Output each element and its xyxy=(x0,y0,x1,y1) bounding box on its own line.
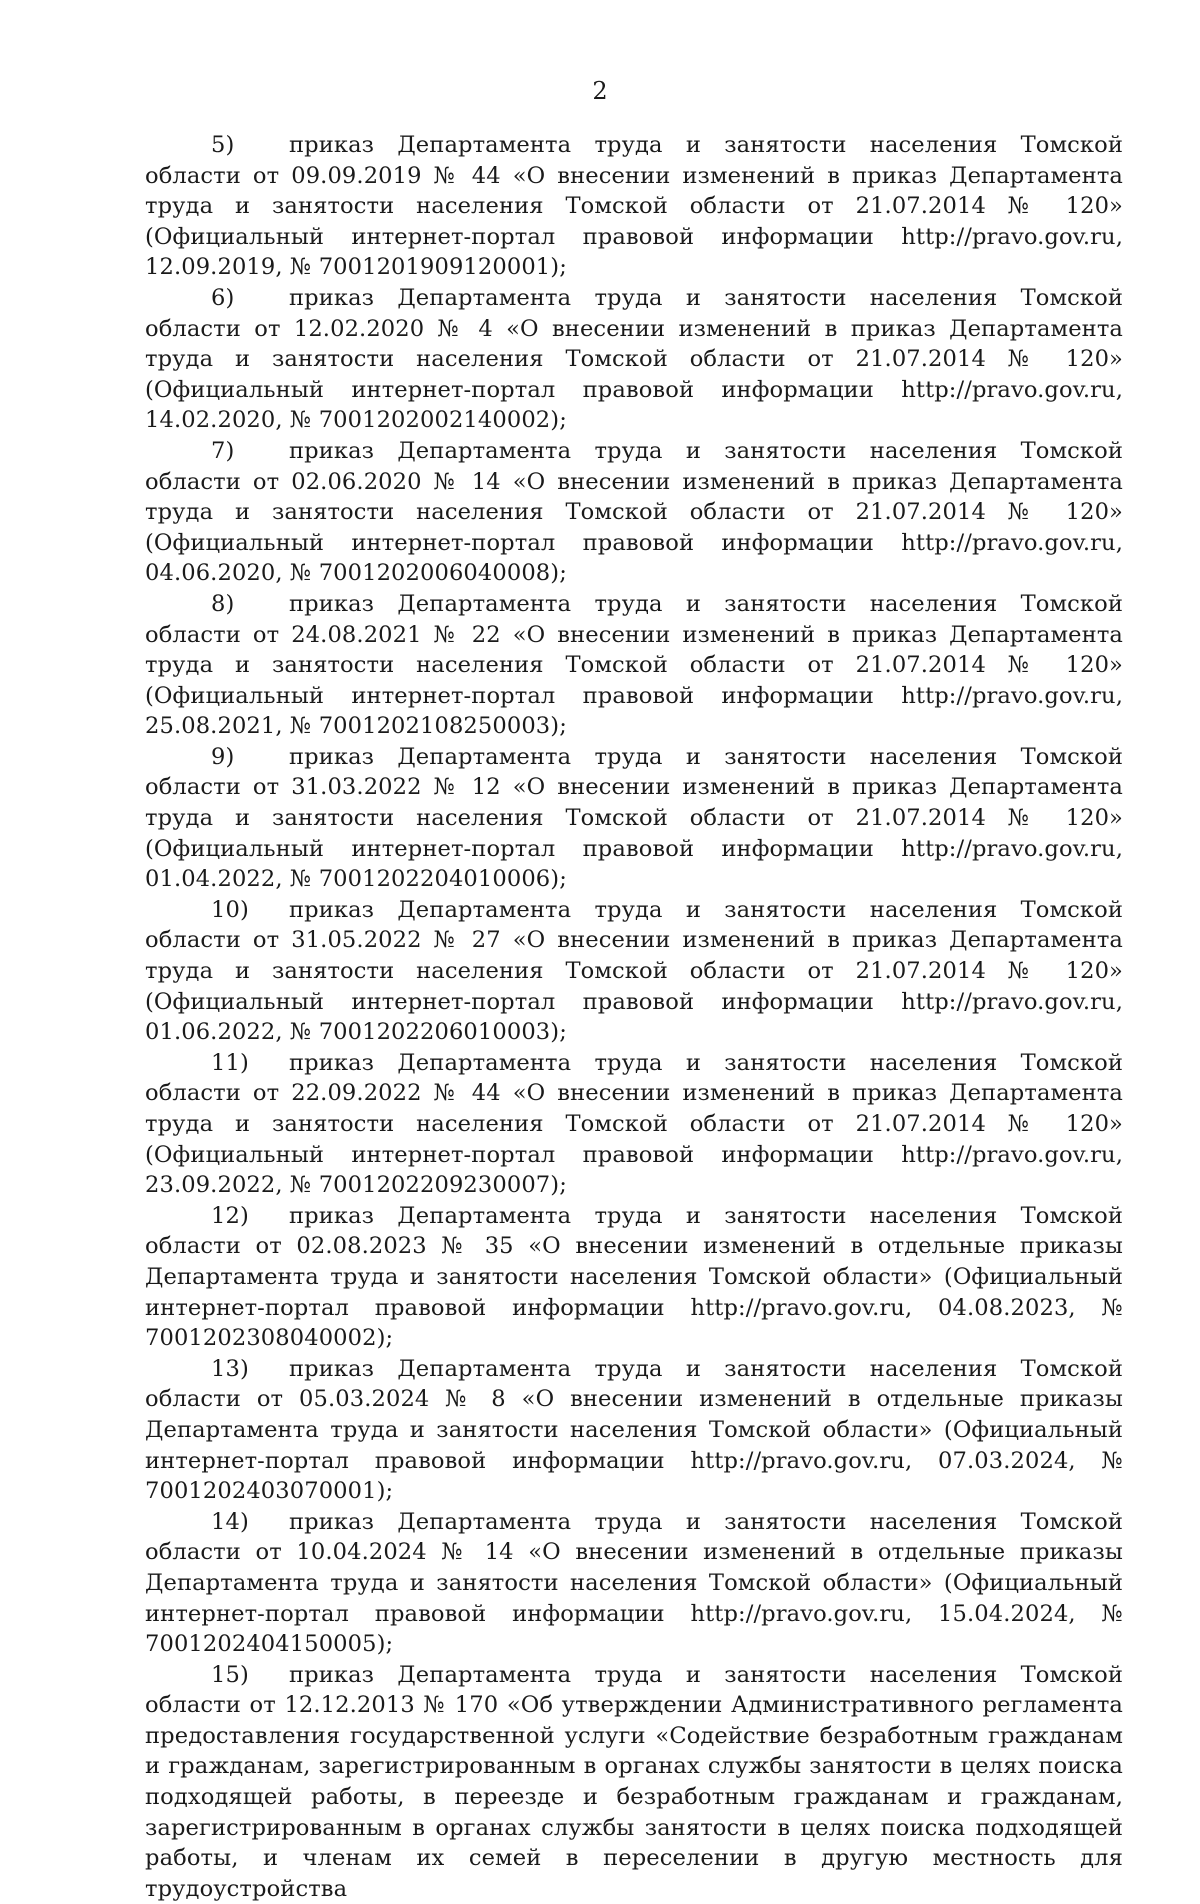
list-item-text: приказ Департамента труда и занятости населения Томской области от 31.03.2022 № 12 «О внесении изменений в приказ Департамента труда и занятости населения Томской области от 21.07.2014 № 120» (Официальный интернет-портал правовой информации http://pravo.gov.ru, 01.04.2022, № 7001202204010006); xyxy=(145,743,1123,893)
list-item-text: приказ Департамента труда и занятости населения Томской области от 09.09.2019 № 44 «О внесении изменений в приказ Департамента труда и занятости населения Томской области от 21.07.2014 № 120» (Официальный интернет-портал правовой информации http://pravo.gov.ru, 12.09.2019, № 7001201909120001); xyxy=(145,132,1123,281)
list-item xyxy=(145,589,1123,742)
list-item xyxy=(145,1201,1123,1354)
list-item-text: приказ Департамента труда и занятости населения Томской области от 05.03.2024 № 8 «О внесении изменений в отдельные приказы Департамента труда и занятости населения Томской области» (Официальный интернет-портал правовой информации http://pravo.gov.ru, 07.03.2024, № 7001202403070001); xyxy=(145,1355,1123,1505)
list-item-number: 7) xyxy=(211,437,235,464)
document-body xyxy=(145,130,1123,1904)
list-item xyxy=(145,436,1123,589)
list-item-text: приказ Департамента труда и занятости населения Томской области от 10.04.2024 № 14 «О внесении изменений в отдельные приказы Департамента труда и занятости населения Томской области» (Официальный интернет-портал правовой информации http://pravo.gov.ru, 15.04.2024, № 7001202404150005); xyxy=(145,1508,1123,1658)
list-item-text: приказ Департамента труда и занятости населения Томской области от 02.08.2023 № 35 «О внесении изменений в отдельные приказы Департамента труда и занятости населения Томской области» (Официальный интернет-портал правовой информации http://pravo.gov.ru, 04.08.2023, № 7001202308040002); xyxy=(145,1202,1123,1352)
list-item xyxy=(145,1507,1123,1660)
list-item xyxy=(145,895,1123,1048)
list-item-number: 6) xyxy=(211,284,235,311)
list-item-text: приказ Департамента труда и занятости населения Томской области от 24.08.2021 № 22 «О внесении изменений в приказ Департамента труда и занятости населения Томской области от 21.07.2014 № 120» (Официальный интернет-портал правовой информации http://pravo.gov.ru, 25.08.2021, № 7001202108250003); xyxy=(145,590,1123,740)
list-item xyxy=(145,1048,1123,1201)
list-item-text: приказ Департамента труда и занятости населения Томской области от 31.05.2022 № 27 «О внесении изменений в приказ Департамента труда и занятости населения Томской области от 21.07.2014 № 120» (Официальный интернет-портал правовой информации http://pravo.gov.ru, 01.06.2022, № 7001202206010003); xyxy=(145,896,1123,1046)
list-item xyxy=(145,1660,1123,1904)
list-item-number: 5) xyxy=(211,132,235,158)
list-item xyxy=(145,130,1123,283)
list-item-text: приказ Департамента труда и занятости населения Томской области от 02.06.2020 № 14 «О внесении изменений в приказ Департамента труда и занятости населения Томской области от 21.07.2014 № 120» (Официальный интернет-портал правовой информации http://pravo.gov.ru, 04.06.2020, № 7001202006040008); xyxy=(145,437,1123,587)
list-item-text: приказ Департамента труда и занятости населения Томской области от 22.09.2022 № 44 «О внесении изменений в приказ Департамента труда и занятости населения Томской области от 21.07.2014 № 120» (Официальный интернет-портал правовой информации http://pravo.gov.ru, 23.09.2022, № 7001202209230007); xyxy=(145,1049,1123,1199)
list-item-number: 9) xyxy=(211,743,235,770)
list-item-text: приказ Департамента труда и занятости населения Томской области от 12.12.2013 № 170 «Об утверждении Административного регламента предоставления государственной услуги «Содействие безработным гражданам и гражданам, зарегистрированным в органах службы занятости в целях поиска подходящей работы, в переезде и безработным гражданам и гражданам, зарегистрированным в органах службы занятости в целях поиска подходящей работы, и членам их семей в переселении в другую местность для трудоустройства xyxy=(145,1661,1123,1902)
list-item-number: 15) xyxy=(211,1661,249,1688)
list-item-number: 12) xyxy=(211,1202,249,1229)
list-item xyxy=(145,283,1123,436)
page-number: 2 xyxy=(592,77,608,105)
list-item-number: 11) xyxy=(211,1049,249,1076)
list-item-number: 13) xyxy=(211,1355,249,1382)
list-item xyxy=(145,742,1123,895)
list-item xyxy=(145,1354,1123,1507)
list-item-number: 8) xyxy=(211,590,235,617)
list-item-text: приказ Департамента труда и занятости населения Томской области от 12.02.2020 № 4 «О внесении изменений в приказ Департамента труда и занятости населения Томской области от 21.07.2014 № 120» (Официальный интернет-портал правовой информации http://pravo.gov.ru, 14.02.2020, № 7001202002140002); xyxy=(145,284,1123,434)
list-item-number: 10) xyxy=(211,896,249,923)
list-item-number: 14) xyxy=(211,1508,249,1535)
